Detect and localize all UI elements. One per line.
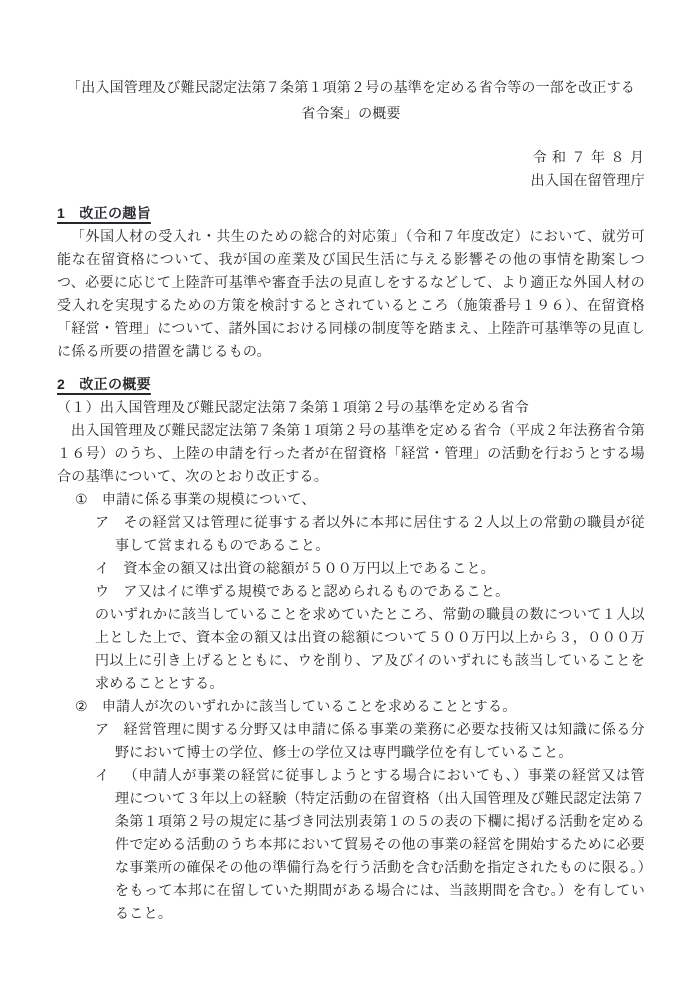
list-item-1-sub-i-text: 資本金の額又は出資の総額が５００万円以上であること。 <box>123 562 496 577</box>
list-item-2-sub-i <box>95 765 645 926</box>
list-item-1-sub-a-marker: ア <box>95 516 110 531</box>
list-item-2-sub-i-marker: イ <box>95 769 110 784</box>
list-item-1-sub-a <box>95 512 645 558</box>
list-item-1-sub-u-marker: ウ <box>95 585 110 600</box>
section2-sub1-heading: （１）出入国管理及び難民認定法第７条第１項第２号の基準を定める省令 <box>57 401 529 416</box>
list-item-1-sub-i-marker: イ <box>95 562 110 577</box>
date-block <box>57 147 645 193</box>
list-item-1-marker: ① <box>75 493 88 508</box>
list-item-1-text: 申請に係る事業の規模について、 <box>101 493 316 508</box>
document-title <box>57 76 645 128</box>
document-title-line1: 「出入国管理及び難民認定法第７条第１項第２号の基準を定める省令等の一部を改正する <box>67 81 635 96</box>
document-content <box>57 76 645 926</box>
list-item-2-sub-a <box>95 719 645 765</box>
list-item-2-marker: ② <box>75 700 88 715</box>
section2-heading <box>57 373 645 396</box>
document-title-line2: 省令案」の概要 <box>301 107 401 122</box>
list-item-1-sub-u-text: ア又はイに準ずる規模であると認められるものであること。 <box>123 585 510 600</box>
list-item-1 <box>75 489 645 512</box>
list-item-1-sub-u <box>95 581 645 604</box>
list-item-2-text: 申請人が次のいずれかに該当していることを求めることとする。 <box>101 700 517 715</box>
issuing-agency: 出入国在留管理庁 <box>530 174 645 189</box>
list-item-2-sub-a-text: 経営管理に関する分野又は申請に係る事業の業務に必要な技術又は知識に係る分野において博士の学位、修士の学位又は専門職学位を有していること。 <box>115 723 645 761</box>
section2-sub1-intro: 出入国管理及び難民認定法第７条第１項第２号の基準を定める省令（平成２年法務省令第１６号）のうち、上陸の申請を行った者が在留資格「経営・管理」の活動を行おうとする場合の基準について、次のとおり改正する。 <box>57 424 645 485</box>
list-item-2-sub-i-text: （申請人が事業の経営に従事しようとする場合においても、）事業の経営又は管理について３年以上の経験（特定活動の在留資格（出入国管理及び難民認定法第７条第１項第２号の規定に基づき同法別表第１の５の表の下欄に掲げる活動を定める件で定める活動のうち本邦において貿易その他の事業の経営を開始するために必要な事業所の確保その他の準備行為を行う活動を含む活動を指定されたものに限る。）をもって本邦に在留していた期間がある場合には、当該期間を含む。）を有していること。 <box>115 769 645 922</box>
section1-heading <box>57 202 645 225</box>
section1-body: 「外国人材の受入れ・共生のための総合的対応策」（令和７年度改定）において、就労可能な在留資格について、我が国の産業及び国民生活に与える影響その他の事情を勘案しつつ、必要に応じて上陸許可基準や審査手法の見直しをするなどして、より適正な外国人材の受入れを実現するための方策を検討するとされているところ（施策番号１９６）、在留資格「経営・管理」について、諸外国における同様の制度等を踏まえ、上陸許可基準等の見直しに係る所要の措置を講じるもの。 <box>57 230 645 360</box>
list-item-2-sub-a-marker: ア <box>95 723 110 738</box>
section2-heading-text: 2 改正の概要 <box>57 376 151 392</box>
list-item-1-sub-a-text: その経営又は管理に従事する者以外に本邦に居住する２人以上の常勤の職員が従事して営まれるものであること。 <box>115 516 645 554</box>
list-item-1-closing: のいずれかに該当していることを求めていたところ、常勤の職員の数について１人以上とした上で、資本金の額又は出資の総額について５００万円以上から３，０００万円以上に引き上げるとともに、ウを削り、ア及びイのいずれにも該当していることを求めることとする。 <box>95 608 645 692</box>
list-item-1-sub-i <box>95 558 645 581</box>
section1-heading-text: 1 改正の趣旨 <box>57 205 151 221</box>
list-item-2 <box>75 696 645 719</box>
issue-date: 令 和 ７ 年 ８ 月 <box>532 151 645 166</box>
